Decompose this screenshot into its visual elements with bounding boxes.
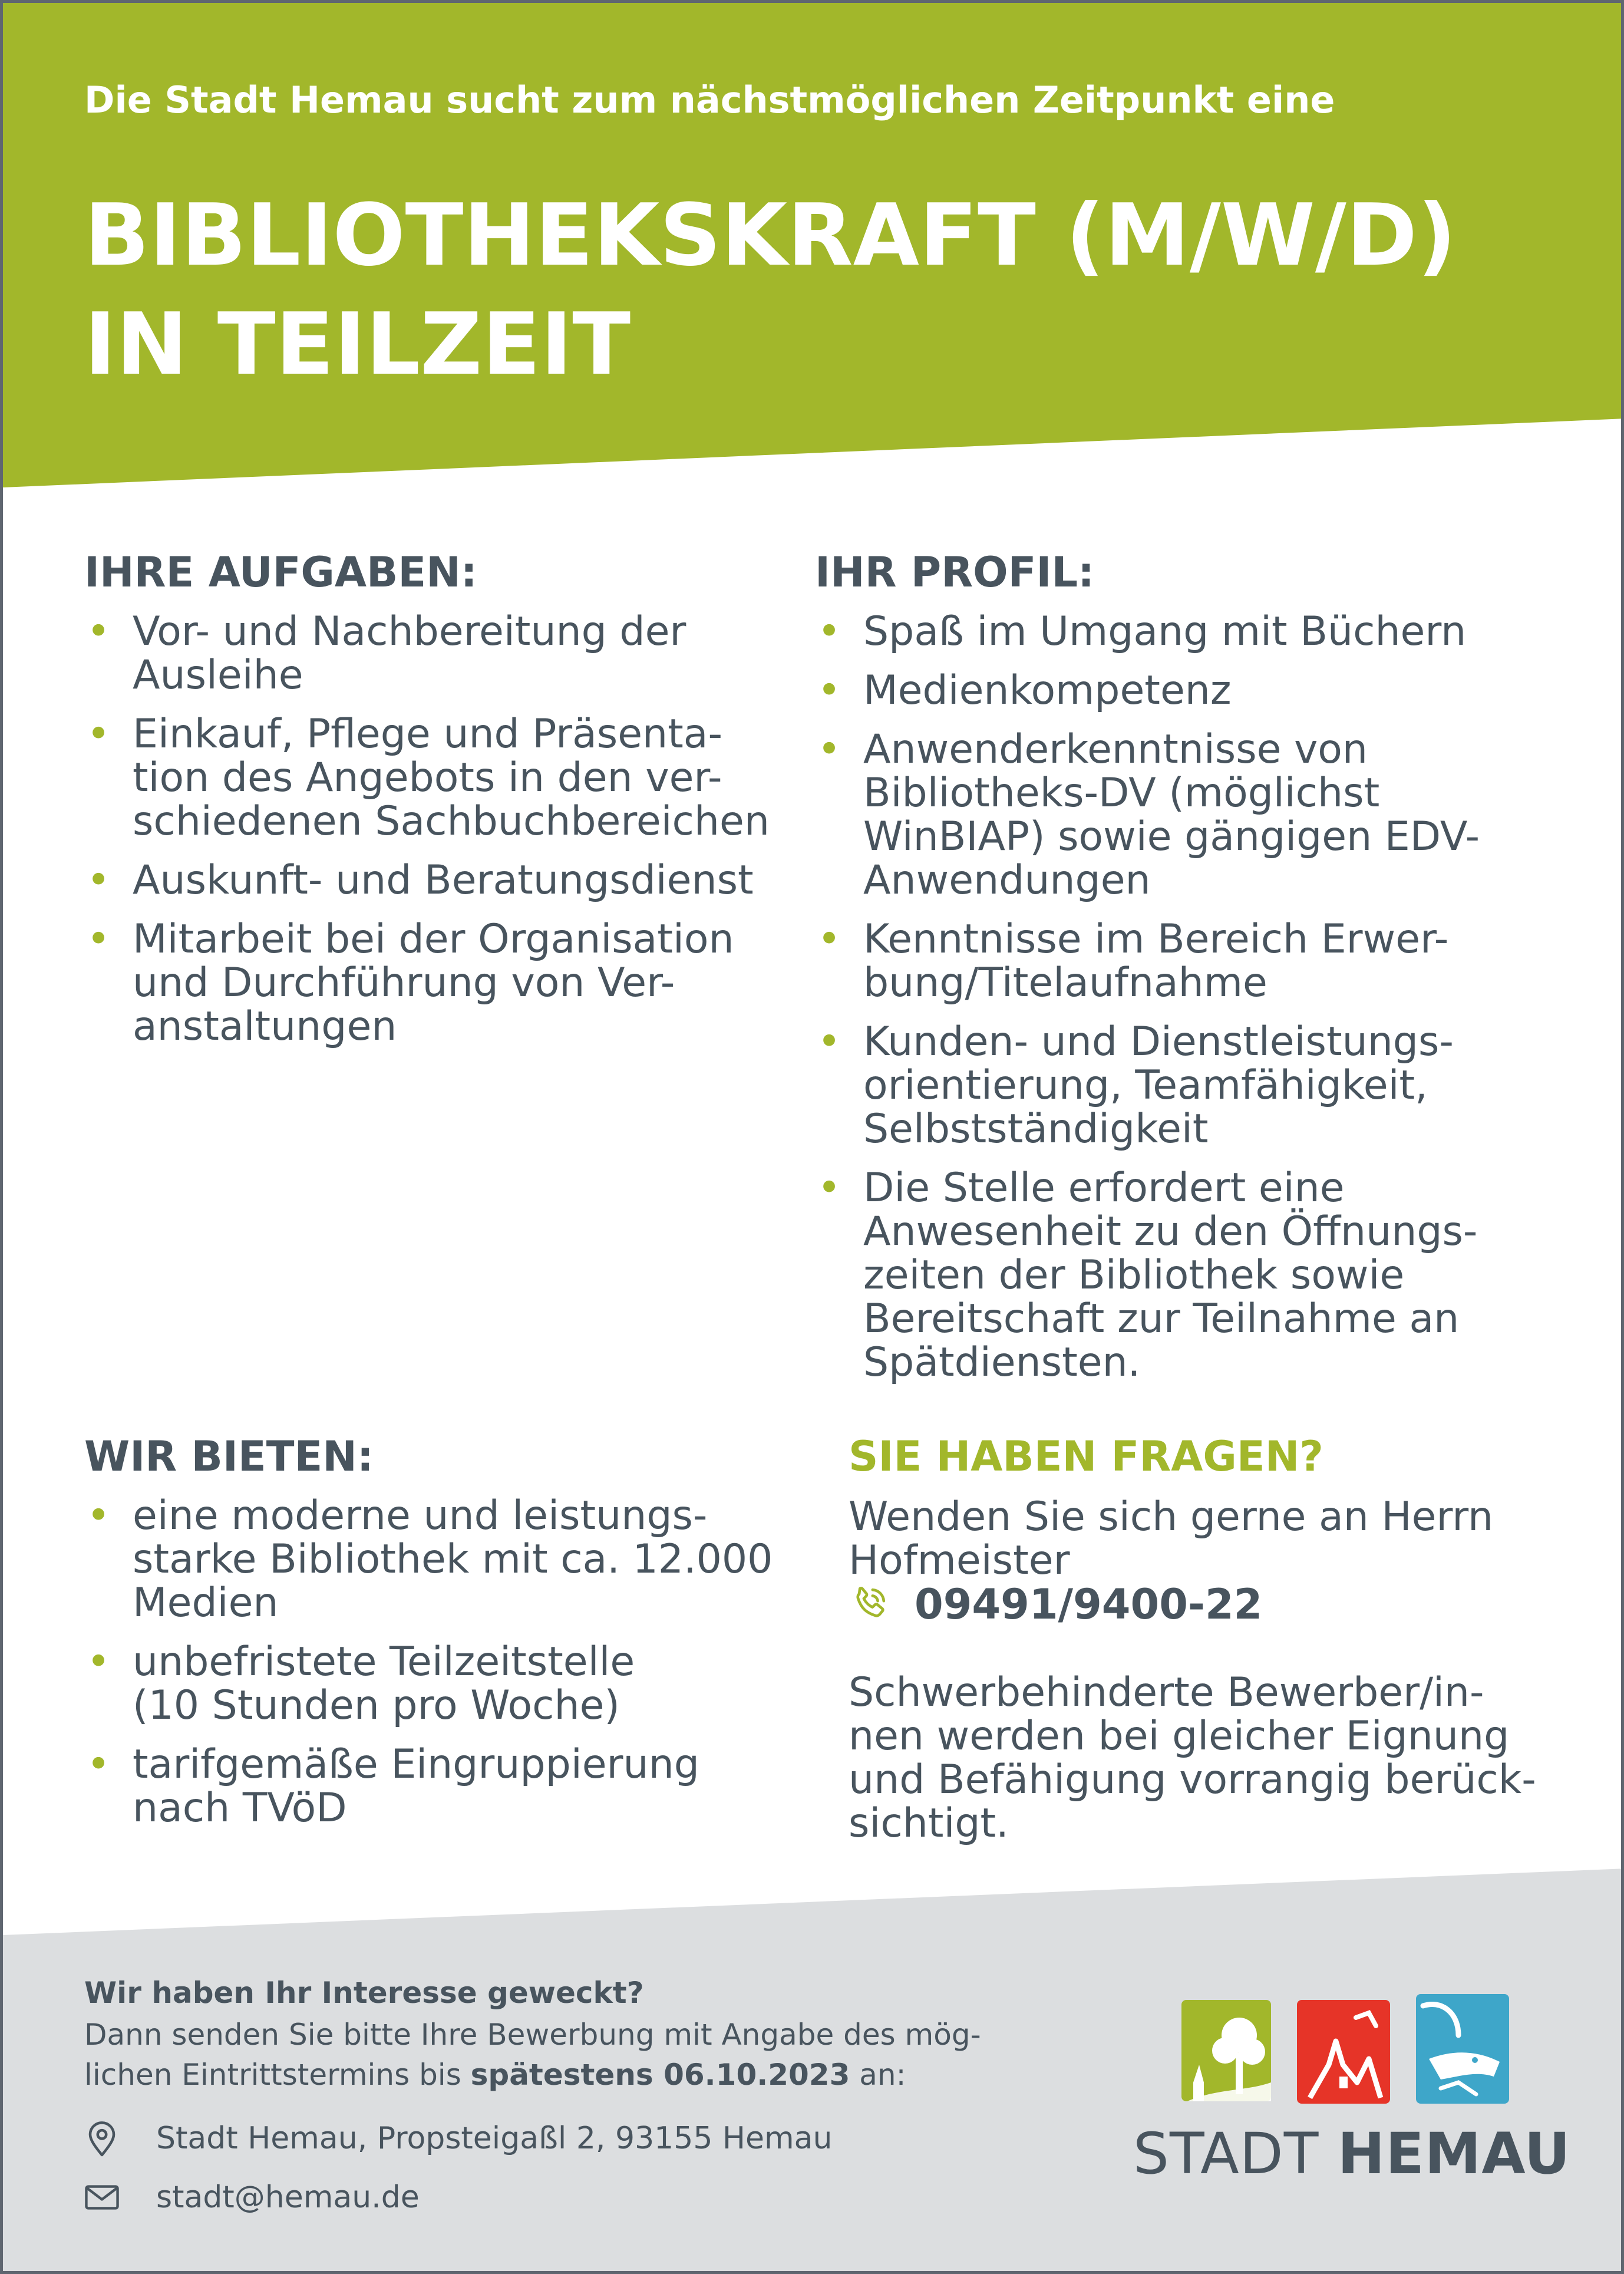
list-item [815, 1020, 1581, 1151]
disability-note [849, 1671, 1536, 1845]
list-item-line: Anwesenheit zu den Öffnungs- [863, 1208, 1478, 1255]
address-text: Stadt Hemau, Propsteigaßl 2, 93155 Hemau [156, 2121, 833, 2156]
list-item-line: eine moderne und leistungs- [133, 1492, 708, 1539]
bullet-dot-icon: • [87, 1492, 111, 1539]
logo-wordmark [1133, 2121, 1571, 2187]
ram-tile-icon [1416, 1994, 1509, 2104]
list-item-line: anstaltungen [133, 1003, 397, 1050]
list-item-line: Ausleihe [133, 652, 303, 698]
job-title-line: BIBLIOTHEKSKRAFT (M/W/D) [84, 186, 1457, 285]
footer-instructions [84, 2015, 981, 2095]
intro-line: Die Stadt Hemau sucht zum nächstmöglichen Zeitpunkt eine [84, 78, 1335, 121]
text-line: Hofmeister [849, 1537, 1070, 1584]
bullet-dot-icon: • [87, 1741, 111, 1788]
list-item-line: unbefristete Teilzeitstelle [133, 1639, 635, 1685]
list-item [815, 728, 1581, 902]
list-item [815, 669, 1581, 713]
contact-person-text [849, 1495, 1493, 1583]
bullet-dot-icon: • [87, 857, 111, 904]
list-item-line: orientierung, Teamfähigkeit, [863, 1062, 1428, 1109]
list-item-line: Bereitschaft zur Teilnahme an [863, 1296, 1460, 1342]
list-item-line: Kunden- und Dienstleistungs- [863, 1019, 1454, 1065]
email-link[interactable]: stadt@hemau.de [156, 2180, 420, 2215]
list-item-line: Mitarbeit bei der Organisation [133, 916, 734, 963]
list-item-line: Spätdiensten. [863, 1339, 1141, 1386]
list-item [84, 918, 809, 1049]
logo-word-bold: HEMAU [1337, 2121, 1571, 2187]
list-item-line: Die Stelle erfordert eine [863, 1165, 1345, 1211]
list-item-line: Einkauf, Pflege und Präsenta- [133, 711, 723, 757]
bullet-dot-icon: • [817, 916, 841, 963]
list-item-line: tion des Angebots in den ver- [133, 754, 722, 801]
text-line: Schwerbehinderte Bewerber/in- [849, 1669, 1484, 1716]
envelope-icon [84, 2179, 120, 2216]
footer-heading: Wir haben Ihr Interesse geweckt? [84, 1976, 644, 2010]
list-item [815, 610, 1581, 654]
bullet-dot-icon: • [87, 916, 111, 963]
phone-number[interactable]: 09491/9400-22 [915, 1580, 1263, 1629]
list-item [84, 1640, 809, 1728]
list-item-line: Anwenderkenntnisse von [863, 726, 1368, 773]
list-item [84, 713, 809, 843]
list-item-line: und Durchführung von Ver- [133, 960, 675, 1006]
address-row [84, 2115, 833, 2162]
bullet-dot-icon: • [87, 711, 111, 757]
text-line: Wenden Sie sich gerne an Herrn [849, 1494, 1494, 1540]
footer-text-part: an: [850, 2058, 906, 2092]
list-item [84, 610, 809, 697]
phone-icon [849, 1584, 890, 1625]
deadline-text: spätestens 06.10.2023 [470, 2058, 850, 2092]
list-item-line: Bibliotheks-DV (möglichst [863, 770, 1380, 816]
list-item-line: nach TVöD [133, 1785, 347, 1831]
list-item-line: Medien [133, 1580, 279, 1626]
logo-word-light: STADT [1133, 2121, 1319, 2187]
list-item-line: Auskunft- und Beratungsdienst [133, 857, 754, 904]
text-line: und Befähigung vorrangig berück- [849, 1756, 1536, 1803]
footer-text-line [84, 2055, 981, 2095]
job-title-line: IN TEILZEIT [84, 295, 631, 394]
tree-tile-icon [1181, 2000, 1271, 2101]
logo-tiles [1181, 1994, 1509, 2106]
list-item-line: bung/Titelaufnahme [863, 960, 1267, 1006]
job-title [84, 181, 1456, 399]
profile-heading: IHR PROFIL: [815, 548, 1095, 596]
list-item [84, 859, 809, 902]
bullet-dot-icon: • [817, 1019, 841, 1065]
location-pin-icon [84, 2120, 120, 2157]
list-item [815, 918, 1581, 1005]
list-item [84, 1494, 809, 1625]
profile-list [815, 610, 1581, 1400]
tasks-list [84, 610, 809, 1064]
bullet-dot-icon: • [817, 667, 841, 714]
bullet-dot-icon: • [817, 726, 841, 773]
benefits-list [84, 1494, 809, 1845]
list-item-line: zeiten der Bibliothek sowie [863, 1252, 1405, 1299]
text-line: nen werden bei gleicher Eignung [849, 1713, 1510, 1759]
list-item-line: (10 Stunden pro Woche) [133, 1682, 620, 1729]
list-item [815, 1166, 1581, 1385]
list-item-line: Medienkompetenz [863, 667, 1232, 714]
list-item-line: Anwendungen [863, 857, 1151, 904]
text-line: sichtigt. [849, 1800, 1009, 1847]
tasks-heading: IHRE AUFGABEN: [84, 548, 477, 596]
list-item-line: Vor- und Nachbereitung der [133, 608, 686, 655]
bullet-dot-icon: • [817, 608, 841, 655]
bullet-dot-icon: • [817, 1165, 841, 1211]
stadt-hemau-logo [1133, 1994, 1571, 2189]
list-item-line: tarifgemäße Eingruppierung [133, 1741, 699, 1788]
email-row[interactable] [84, 2174, 420, 2221]
benefits-heading: WIR BIETEN: [84, 1432, 374, 1481]
list-item-line: Kenntnisse im Bereich Erwer- [863, 916, 1449, 963]
list-item-line: WinBIAP) sowie gängigen EDV- [863, 813, 1480, 860]
bullet-dot-icon: • [87, 608, 111, 655]
list-item-line: schiedenen Sachbuchbereichen [133, 798, 770, 845]
footer-text-line: Dann senden Sie bitte Ihre Bewerbung mit Angabe des mög- [84, 2018, 981, 2052]
list-item-line: Spaß im Umgang mit Büchern [863, 608, 1467, 655]
list-item [84, 1743, 809, 1830]
castle-tile-icon [1297, 2000, 1390, 2104]
bullet-dot-icon: • [87, 1639, 111, 1685]
list-item-line: Selbstständigkeit [863, 1106, 1209, 1152]
footer-text-part: lichen Eintrittstermins bis [84, 2058, 471, 2092]
phone-row[interactable] [849, 1578, 1262, 1631]
questions-heading: SIE HABEN FRAGEN? [849, 1432, 1323, 1481]
list-item-line: starke Bibliothek mit ca. 12.000 [133, 1536, 773, 1583]
